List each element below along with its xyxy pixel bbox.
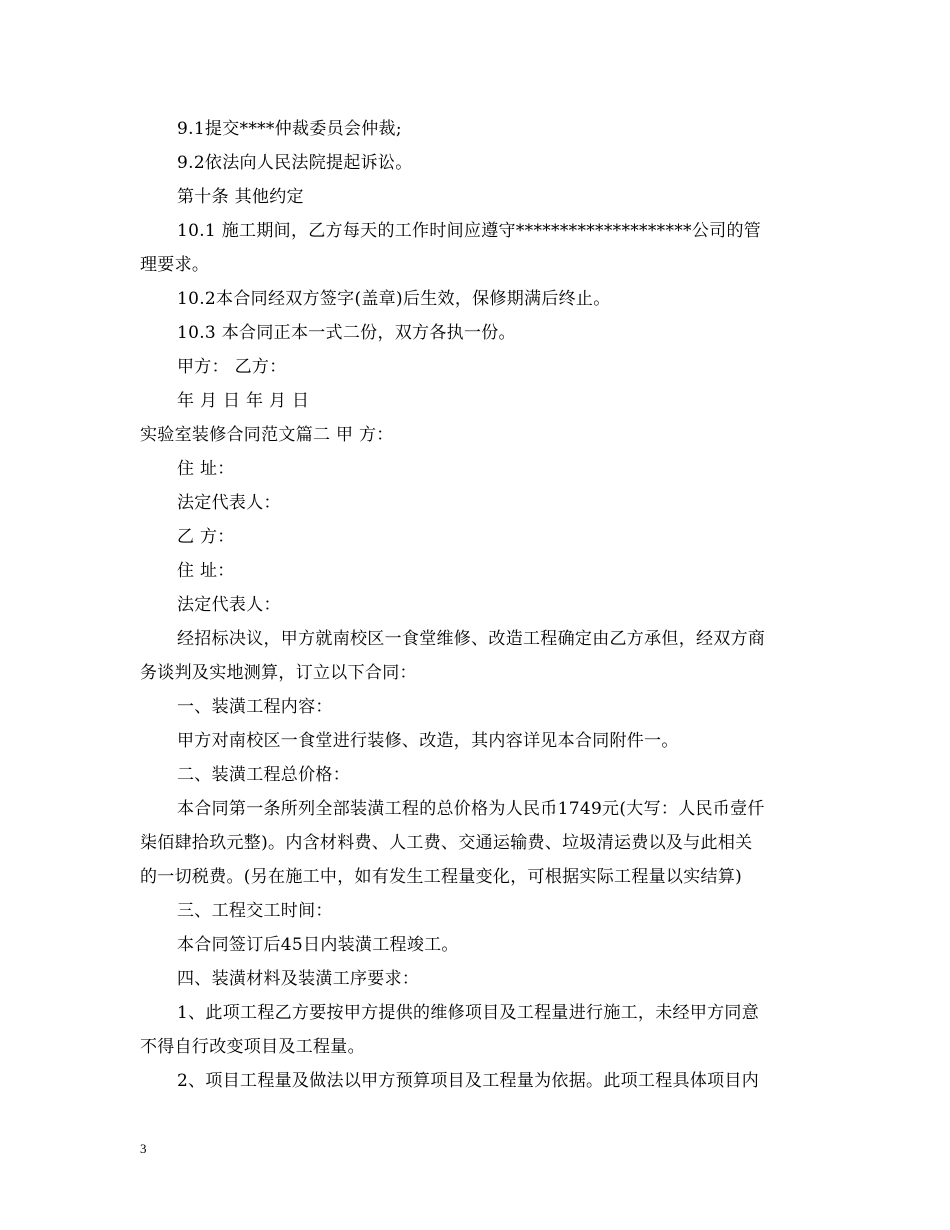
section-heading: 四、装潢材料及装潢工序要求： [177, 969, 420, 989]
paragraph-line: 本合同签订后45日内装潢工程竣工。 [177, 935, 459, 955]
party-b-field: 乙 方： [177, 527, 235, 547]
section-heading: 三、工程交工时间： [177, 901, 333, 921]
representative-field: 法定代表人： [177, 595, 281, 615]
section-heading: 二、装潢工程总价格： [177, 765, 350, 785]
paragraph-line: 经招标决议，甲方就南校区一食堂维修、改造工程确定由乙方承但，经双方商 [177, 629, 766, 649]
paragraph-line: 1、此项工程乙方要按甲方提供的维修项目及工程量进行施工，未经甲方同意 [177, 1003, 760, 1023]
address-field: 住 址： [177, 561, 235, 581]
paragraph-line: 务谈判及实地测算，订立以下合同： [140, 663, 417, 683]
signature-line: 甲方： 乙方： [177, 357, 287, 377]
page-number: 3 [140, 1141, 147, 1156]
paragraph-line: 的一切税费。(另在施工中，如有发生工程量变化，可根据实际工程量以实结算) [140, 867, 743, 887]
paragraph-line: 不得自行改变项目及工程量。 [140, 1037, 365, 1057]
section-heading: 一、装潢工程内容： [177, 697, 333, 717]
paragraph-line: 柒佰肆拾玖元整)。内含材料费、人工费、交通运输费、垃圾清运费以及与此相关 [140, 833, 753, 853]
address-field: 住 址： [177, 459, 235, 479]
paragraph-line: 9.1提交****仲裁委员会仲裁; [177, 119, 402, 139]
paragraph-line: 2、项目工程量及做法以甲方预算项目及工程量为依据。此项工程具体项目内 [177, 1071, 760, 1091]
contract-title-line: 实验室装修合同范文篇二 甲 方： [140, 425, 394, 445]
paragraph-line: 本合同第一条所列全部装潢工程的总价格为人民币1749元(大写：人民币壹仟 [177, 799, 765, 819]
section-heading: 第十条 其他约定 [177, 187, 304, 207]
paragraph-line: 理要求。 [140, 255, 210, 275]
representative-field: 法定代表人： [177, 493, 281, 513]
paragraph-line: 9.2依法向人民法院提起诉讼。 [177, 153, 413, 173]
paragraph-line: 10.2本合同经双方签字(盖章)后生效，保修期满后终止。 [177, 289, 611, 309]
paragraph-line: 甲方对南校区一食堂进行装修、改造，其内容详见本合同附件一。 [177, 731, 679, 751]
date-line: 年 月 日 年 月 日 [177, 391, 310, 411]
paragraph-line: 10.1 施工期间，乙方每天的工作时间应遵守********************公司的管 [177, 221, 762, 241]
paragraph-line: 10.3 本合同正本一式二份，双方各执一份。 [177, 323, 516, 343]
